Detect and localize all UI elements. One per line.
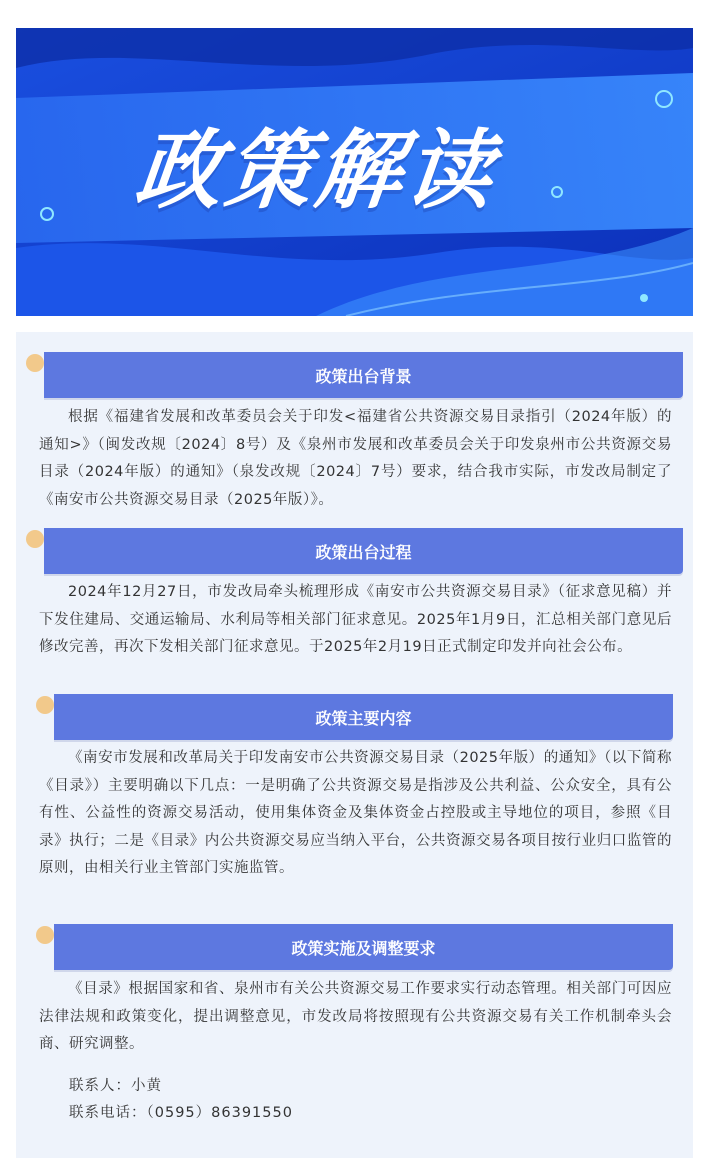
section-body: 《南安市发展和改革局关于印发南安市公共资源交易目录（2025年版）的通知》（以下简称《目录》）主要明确以下几点：一是明确了公共资源交易是指涉及公共利益、公众安全，具有公有性、公益性的资源交易活动，使用集体资金及集体资金占控股或主导地位的项目，参照《目录》执行；二是《目录》内公共资源交易应当纳入平台，公共资源交易各项目按行业归口监管的原则，由相关行业主管部门实施监管。 xyxy=(39,750,672,876)
section-marker-dot xyxy=(36,696,54,714)
section-marker-dot xyxy=(26,530,44,548)
section-header: 政策出台背景 xyxy=(44,352,683,398)
section-body: 《目录》根据国家和省、泉州市有关公共资源交易工作要求实行动态管理。相关部门可因应法律法规和政策变化，提出调整意见，市发改局将按照现有公共资源交易有关工作机制牵头会商、研究调整。 xyxy=(39,981,672,1052)
section-marker-dot xyxy=(36,926,54,944)
section-header: 政策出台过程 xyxy=(44,528,683,574)
section-marker-dot xyxy=(26,354,44,372)
banner-title: 政策解读 xyxy=(130,121,502,221)
policy-banner xyxy=(16,28,693,316)
section-header: 政策主要内容 xyxy=(54,694,673,740)
policy-content xyxy=(16,332,693,1158)
section-body: 根据《福建省发展和改革委员会关于印发<福建省公共资源交易目录指引（2024年版）的通知>》（闽发改规〔2024〕8号）及《泉州市发展和改革委员会关于印发泉州市公共资源交易目录（2024年版）的通知》（泉发改规〔2024〕7号）要求，结合我市实际，市发改局制定了《南安市公共资源交易目录（2025年版）》。 xyxy=(39,409,672,508)
section-body: 2024年12月27日，市发改局牵头梳理形成《南安市公共资源交易目录》（征求意见稿）并下发住建局、交通运输局、水利局等相关部门征求意见。2025年1月9日，汇总相关部门意见后修改完善，再次下发相关部门征求意见。于2025年2月19日正式制定印发并向社会公布。 xyxy=(39,584,672,655)
contact-phone: 联系电话：（0595）86391550 xyxy=(69,1105,293,1121)
contact-person: 联系人：小黄 xyxy=(69,1078,162,1094)
section-header: 政策实施及调整要求 xyxy=(54,924,673,970)
